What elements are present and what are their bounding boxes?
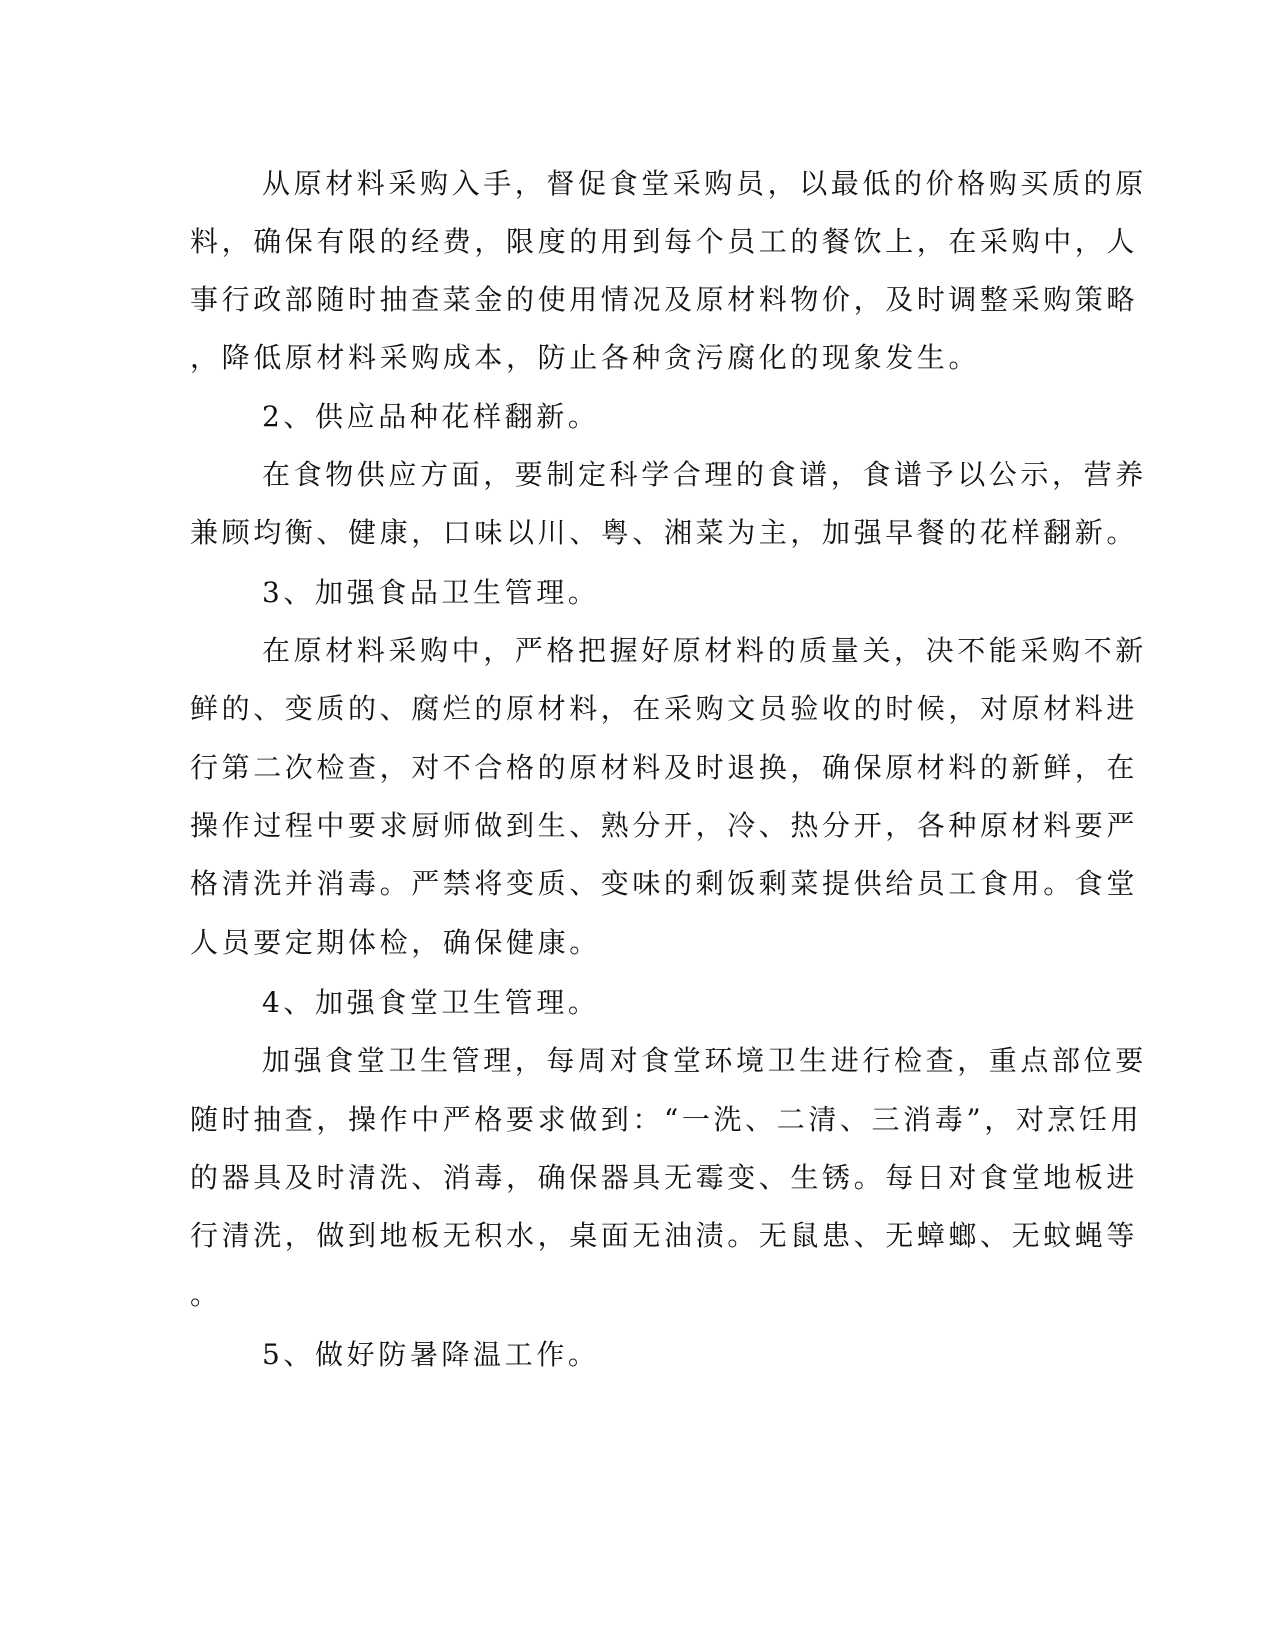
paragraph-line: 格清洗并消毒。严禁将变质、变味的剩饭剩菜提供给员工食用。食堂: [190, 867, 1139, 900]
section-heading: 3、加强食品卫生管理。: [262, 576, 600, 609]
paragraph-line: 鲜的、变质的、腐烂的原材料，在采购文员验收的时候，对原材料进: [190, 692, 1139, 725]
section-heading: 4、加强食堂卫生管理。: [262, 986, 600, 1019]
paragraph-line: 兼顾均衡、健康，口味以川、粤、湘菜为主，加强早餐的花样翻新。: [190, 516, 1139, 549]
paragraph-line: 料，确保有限的经费，限度的用到每个员工的餐饮上，在采购中，人: [190, 225, 1139, 258]
paragraph-line: 行清洗，做到地板无积水，桌面无油渍。无鼠患、无蟑螂、无蚊蝇等: [190, 1219, 1139, 1252]
paragraph-line: 加强食堂卫生管理，每周对食堂环境卫生进行检查，重点部位要: [262, 1044, 1147, 1077]
paragraph-line: ，降低原材料采购成本，防止各种贪污腐化的现象发生。: [190, 341, 981, 374]
paragraph-line: 事行政部随时抽查菜金的使用情况及原材料物价，及时调整采购策略: [190, 283, 1139, 316]
section-heading: 5、做好防暑降温工作。: [262, 1338, 600, 1371]
section-heading: 2、供应品种花样翻新。: [262, 400, 600, 433]
paragraph-line: 在食物供应方面，要制定科学合理的食谱，食谱予以公示，营养: [262, 458, 1147, 491]
paragraph-line: 操作过程中要求厨师做到生、熟分开，冷、热分开，各种原材料要严: [190, 809, 1139, 842]
paragraph-line: 行第二次检查，对不合格的原材料及时退换，确保原材料的新鲜，在: [190, 751, 1139, 784]
paragraph-line: 。: [190, 1278, 222, 1311]
paragraph-line: 在原材料采购中，严格把握好原材料的质量关，决不能采购不新: [262, 634, 1147, 667]
paragraph-line: 随时抽查，操作中严格要求做到：“一洗、二清、三消毒”，对烹饪用: [190, 1103, 1143, 1136]
paragraph-line: 的器具及时清洗、消毒，确保器具无霉变、生锈。每日对食堂地板进: [190, 1161, 1139, 1194]
paragraph-line: 从原材料采购入手，督促食堂采购员，以最低的价格购买质的原: [262, 167, 1147, 200]
paragraph-line: 人员要定期体检，确保健康。: [190, 926, 601, 959]
